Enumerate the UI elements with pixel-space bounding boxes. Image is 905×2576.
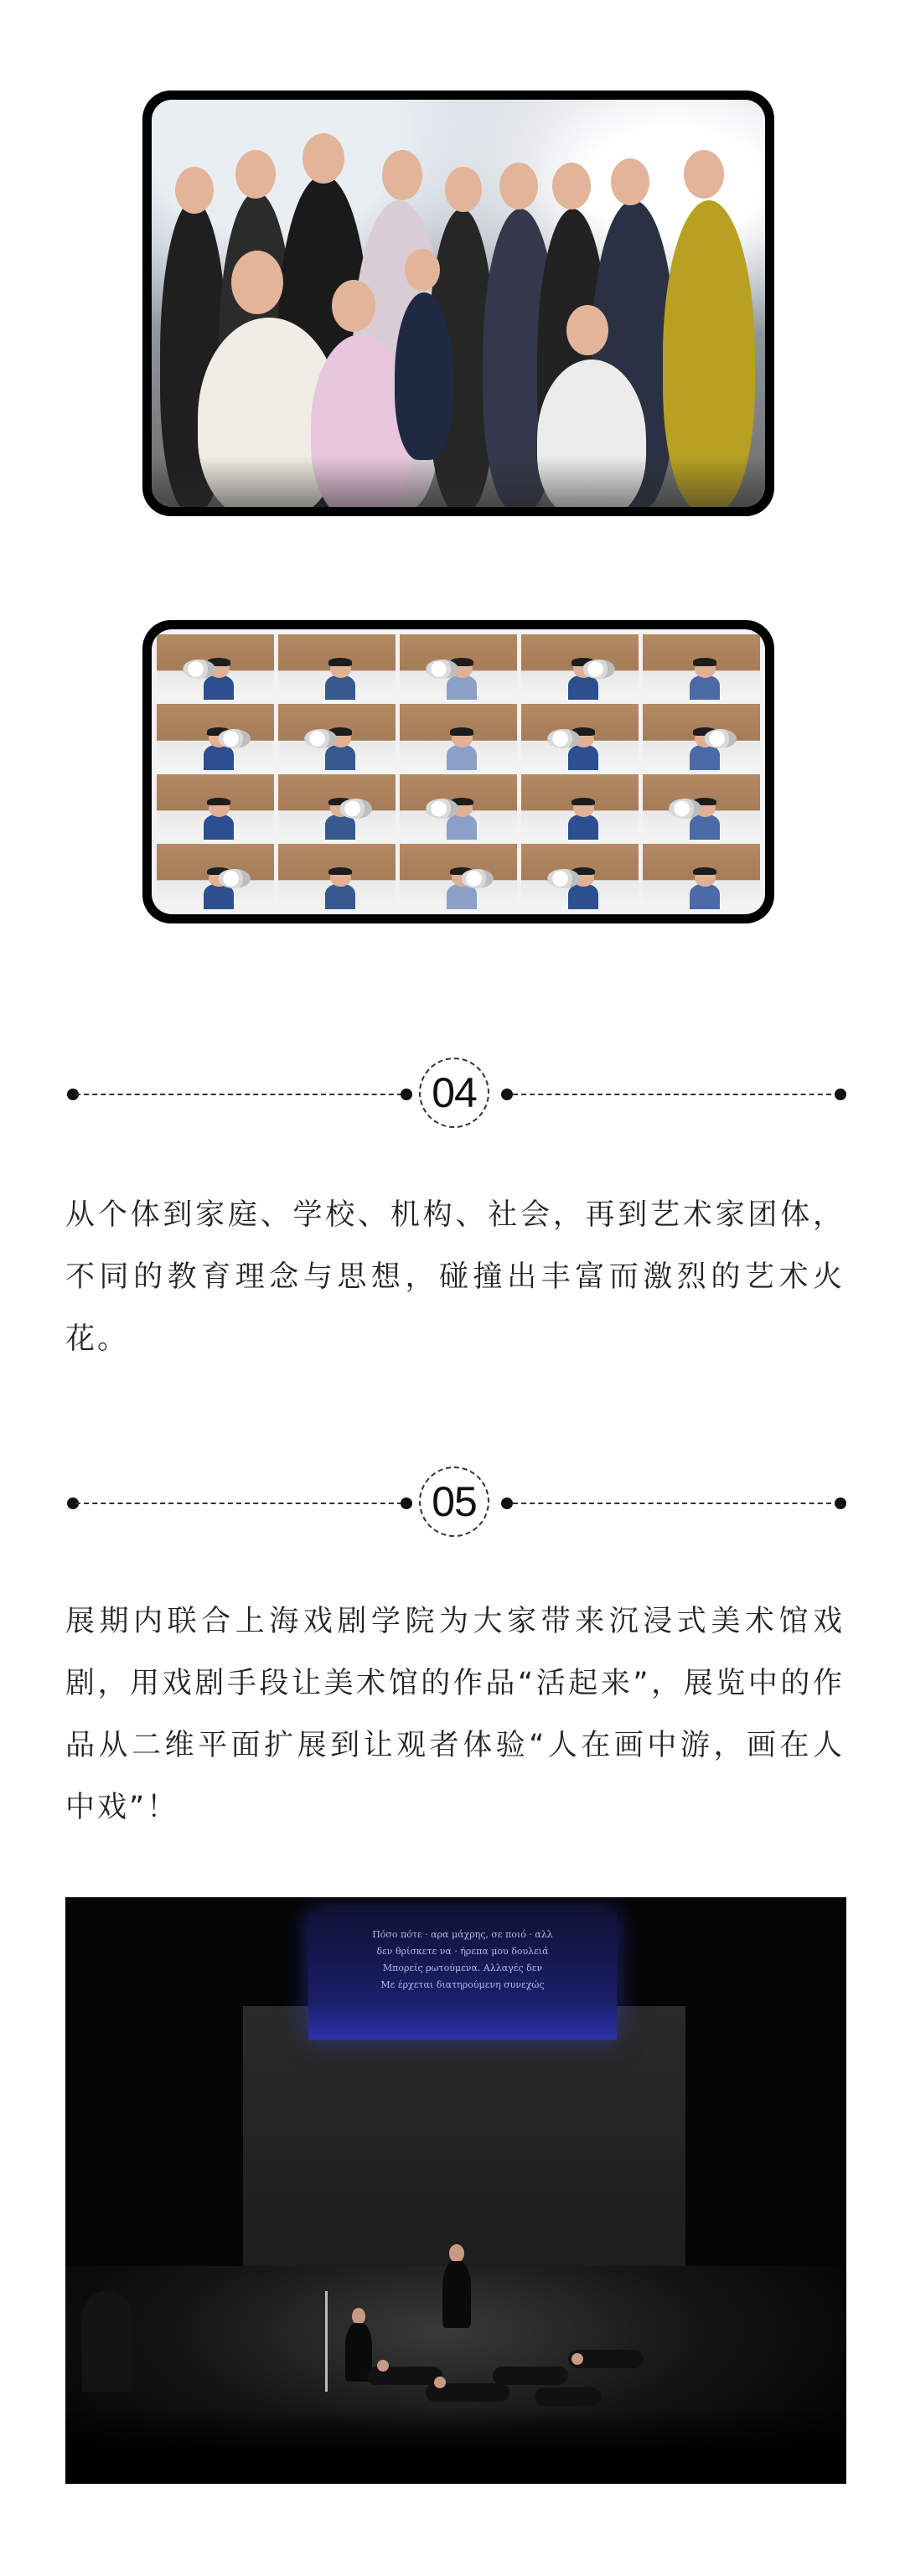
grid-photo-tile bbox=[643, 634, 760, 700]
grid-photo bbox=[152, 629, 765, 914]
grid-photo-tile bbox=[400, 634, 517, 700]
megaphone-icon bbox=[547, 869, 580, 888]
divider-line-right bbox=[513, 1503, 840, 1504]
megaphone-icon bbox=[218, 729, 251, 748]
surtitle-line: Πόσο πότε · αρα μάχρης, σε ποιό · αλλ bbox=[372, 1929, 553, 1940]
divider-line-right bbox=[513, 1094, 840, 1095]
section-04-text: 从个体到家庭、学校、机构、社会，再到艺术家团体，不同的教育理念与思想，碰撞出丰富而激烈的艺术火花。 bbox=[65, 1198, 845, 1356]
grid-photo-tile bbox=[278, 844, 396, 909]
surtitle-line: Με έρχεται διατηρούμενη συνεχώς bbox=[380, 1979, 545, 1990]
surtitle-screen bbox=[308, 1912, 617, 2040]
grid-photo-tile bbox=[400, 774, 517, 840]
section-number-05: 05 bbox=[419, 1466, 489, 1537]
grid-photo-tile bbox=[521, 774, 639, 840]
section-05-text: 展期内联合上海戏剧学院为大家带来沉浸式美术馆戏剧，用戏剧手段让美术馆的作品“活起来”，展览中的作品从二维平面扩展到让观者体验“人在画中游，画在人中戏”！ bbox=[65, 1605, 845, 1824]
grid-photo-tile bbox=[157, 634, 274, 700]
grid-photo-tile bbox=[278, 634, 396, 700]
megaphone-icon bbox=[426, 660, 458, 679]
megaphone-icon bbox=[426, 799, 458, 818]
grid-photo-tile bbox=[400, 704, 517, 769]
group-photo bbox=[152, 100, 765, 507]
surtitle-line: Μπορείς ρωτούμενα. Αλλαγές δεν bbox=[382, 1963, 543, 1973]
grid-photo-tile bbox=[643, 704, 760, 769]
surtitle-line: δεν θρίσκετε να · ήρεπα μου δουλειά bbox=[376, 1946, 549, 1957]
grid-photo-tile bbox=[400, 844, 517, 909]
grid-photo-tile bbox=[643, 774, 760, 840]
grid-photo-tile bbox=[278, 704, 396, 769]
grid-photo-tile bbox=[157, 704, 274, 769]
divider-dot-right bbox=[835, 1089, 846, 1100]
grid-photo-tile bbox=[278, 774, 396, 840]
theatre-photo bbox=[65, 1897, 846, 2484]
megaphone-icon bbox=[339, 799, 372, 818]
divider-dot-right bbox=[835, 1497, 846, 1509]
section-05-divider bbox=[67, 1478, 846, 1529]
divider-line-left bbox=[75, 1503, 402, 1504]
grid-photo-tile bbox=[157, 774, 274, 840]
section-04-divider bbox=[67, 1069, 846, 1120]
stage-backdrop bbox=[243, 2006, 685, 2291]
grid-photo-frame bbox=[142, 620, 774, 923]
megaphone-icon bbox=[218, 869, 251, 888]
group-photo-frame bbox=[142, 91, 774, 516]
megaphone-icon bbox=[582, 660, 615, 679]
megaphone-icon bbox=[461, 869, 494, 888]
section-number-04: 04 bbox=[419, 1058, 489, 1128]
megaphone-icon bbox=[704, 729, 737, 748]
grid-photo-tile bbox=[643, 844, 760, 909]
divider-line-left bbox=[75, 1094, 402, 1095]
grid-photo-tile bbox=[157, 844, 274, 909]
grid-photo-tile bbox=[521, 634, 639, 700]
divider-dot-inner-right bbox=[501, 1497, 513, 1509]
megaphone-icon bbox=[669, 799, 701, 818]
megaphone-icon bbox=[183, 660, 215, 679]
divider-dot-inner-left bbox=[401, 1497, 412, 1509]
grid-photo-tile bbox=[521, 704, 639, 769]
grid-photo-tile bbox=[521, 844, 639, 909]
divider-dot-inner-left bbox=[401, 1089, 412, 1100]
divider-dot-inner-right bbox=[501, 1089, 513, 1100]
